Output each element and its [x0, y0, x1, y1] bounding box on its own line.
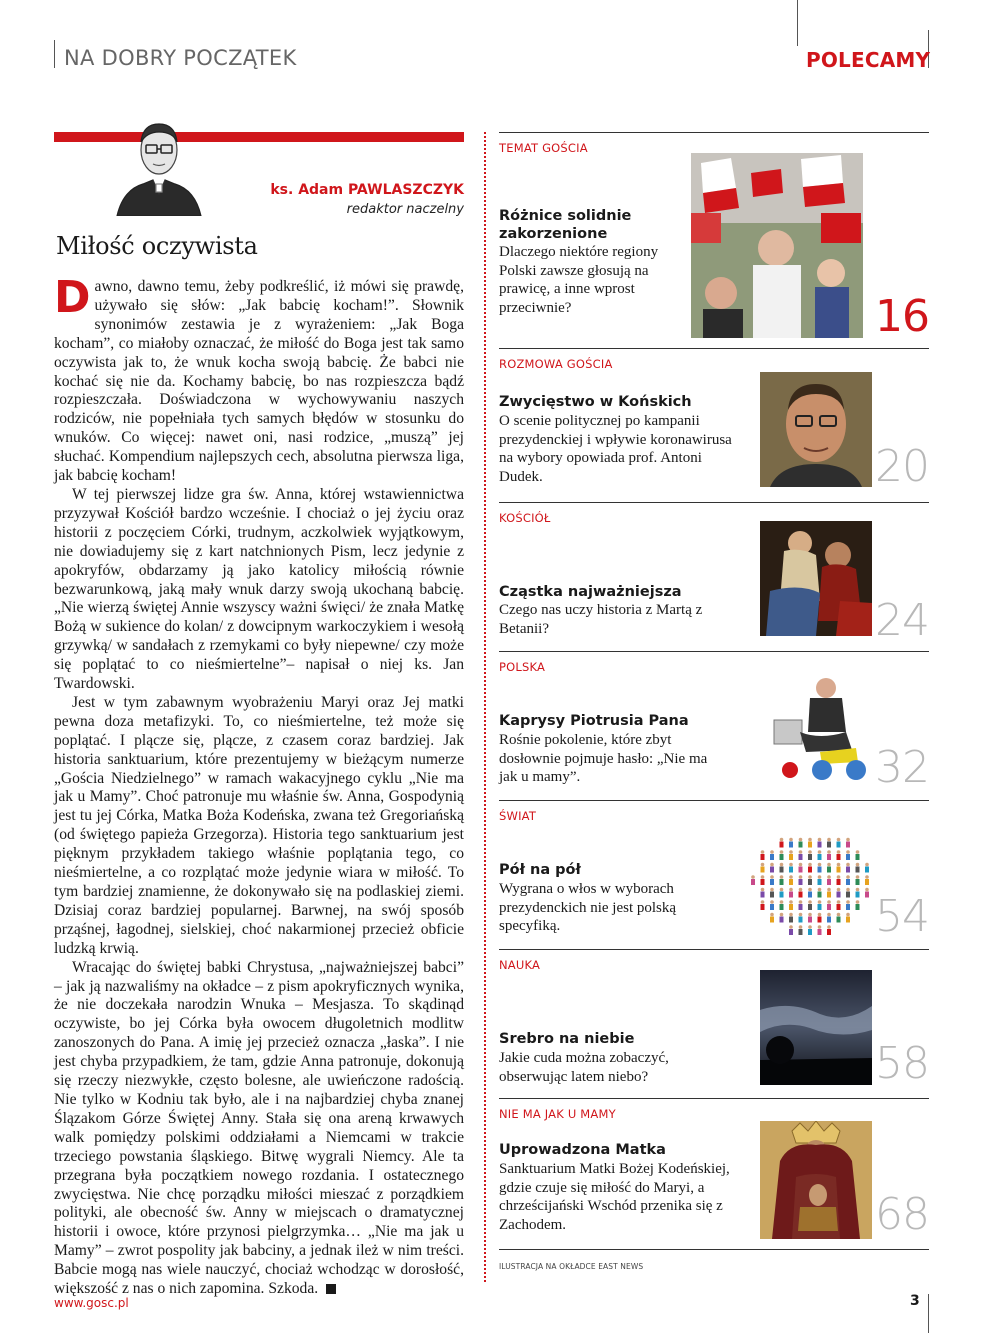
crowd-figure — [761, 888, 765, 898]
crowd-figure — [827, 900, 831, 910]
crowd-figure — [846, 900, 850, 910]
recommendation-item[interactable] — [499, 949, 929, 1097]
recommendation-label: ROZMOWA GOŚCIA — [499, 357, 613, 371]
page-number: 16 — [875, 291, 929, 342]
page-number-footer: 3 — [910, 1293, 920, 1309]
crowd-figure — [808, 863, 812, 873]
recommendation-item[interactable] — [499, 132, 929, 347]
crowd-figure — [780, 900, 784, 910]
crowd-figure — [837, 913, 841, 923]
crowd-figure — [846, 863, 850, 873]
section-title-right: POLECAMY — [806, 48, 931, 72]
crowd-figure — [780, 863, 784, 873]
recommendation-title[interactable]: Kaprysy Piotrusia Pana — [499, 713, 689, 729]
crowd-figure — [780, 875, 784, 885]
crowd-figure — [837, 838, 841, 848]
recommendation-desc: Jakie cuda można zobaczyć, obserwując latem niebo? — [499, 1050, 669, 1085]
crowd-figure — [856, 863, 860, 873]
crowd-figure — [770, 888, 774, 898]
crowd-figure — [770, 863, 774, 873]
author-role: redaktor naczelny — [346, 202, 464, 217]
crowd-figure — [789, 925, 793, 935]
recommendation-title[interactable]: Cząstka najważniejsza — [499, 584, 682, 600]
crowd-figure — [770, 875, 774, 885]
crowd-figure — [808, 900, 812, 910]
recommendation-title[interactable]: Zwycięstwo w Końskich — [499, 394, 692, 410]
column-divider — [484, 132, 486, 1282]
recommendation-item[interactable] — [499, 1098, 929, 1248]
recommendation-title[interactable]: Różnice solidnie zakorzenione — [499, 208, 632, 242]
recommendation-item[interactable] — [499, 502, 929, 650]
page-number: 32 — [875, 742, 929, 793]
recommendation-label: KOŚCIÓŁ — [499, 511, 551, 525]
crowd-figure — [799, 863, 803, 873]
crowd-figure — [761, 875, 765, 885]
recommendation-label: TEMAT GOŚCIA — [499, 141, 588, 155]
crowd-figure — [837, 888, 841, 898]
painting — [760, 521, 872, 636]
crowd-figure — [846, 838, 850, 848]
crowd-figure — [818, 913, 822, 923]
crowd-figure — [856, 888, 860, 898]
crowd-figure — [818, 925, 822, 935]
crowd-figure — [770, 913, 774, 923]
recommendation-item[interactable] — [499, 651, 929, 799]
recommendation-desc: Sanktuarium Matki Bożej Kodeńskiej, gdzie czuje się miłość do Maryi, a chrześcijański Wschód przenika się z Zachodem. — [499, 1161, 730, 1233]
crowd-figure — [789, 875, 793, 885]
article-body — [54, 272, 464, 1299]
crowd-figure — [827, 863, 831, 873]
crowd-figure — [818, 863, 822, 873]
recommendation-title[interactable]: Uprowadzona Matka — [499, 1142, 666, 1158]
page-number: 58 — [875, 1038, 929, 1089]
page-number: 20 — [875, 441, 929, 492]
author-name: ks. Adam PAWLASZCZYK — [270, 182, 464, 198]
crowd-figure — [846, 888, 850, 898]
crowd-figure — [770, 900, 774, 910]
end-mark — [326, 1284, 336, 1294]
crowd-figure — [846, 913, 850, 923]
crowd-figure — [818, 850, 822, 860]
crowd-figure — [751, 875, 755, 885]
recommendation-desc: O scenie politycznej po kampanii prezydenckiej i wpływie koronawirusa na wybory opowiada prof. Antoni Dudek. — [499, 413, 732, 485]
crowd-figure — [789, 850, 793, 860]
recommendation-label: NAUKA — [499, 958, 541, 972]
crowd-figure — [865, 863, 869, 873]
crowd-figure — [799, 838, 803, 848]
recommendation-label: ŚWIAT — [499, 809, 537, 823]
crowd-figure — [780, 850, 784, 860]
crowd-figure — [846, 875, 850, 885]
crowd-figure — [761, 900, 765, 910]
crowd-figure — [837, 875, 841, 885]
article-paragraph-text: Wracając do świętej babki Chrystusa, „najważniejszej babci” – jak ją nazwaliśmy na okładce – z pism apokryficznych wynika, że nie doczekała narodzin Wnuka – Mesjasza. To skądinąd oczywiste, bo jej Córka była owocem długoletnich modlitw zanoszonych do Pana. A imię jej przecież oznacza „łaska”. I nie jest chyba przypadkiem, że tam, gdzie Anna patronuje, dokonują się rzeczy niezwykłe, często bolesne, ale uwieńczone radością. Nie tylko w Kodniu tak było, ale i na najbardziej chyba znanej Ślązakom Górze Świętej Anny. Stała się ona areną krwawych walk pomiędzy polskimi oddziałami a Niemcami w trakcie trzeciego powstania śląskiego. Bitwę wygrali Niemcy. Ale ta przegrana była początkiem nowego rozdania. I ostatecznego zwycięstwa. Nie chcę porządku miłości mieszać z porządkiem polityki, ale obecność św. Anny w miejscach o dramatycznej historii i owoce, które przynosi pielgrzymka… „Nie ma jak u Mamy” – zwrot pospolity jak babciny, a jednak ileż w nim treści. Babcie mogą nas wiele nauczyć, chociaż wchodząc w dorosłość, większość z nas o nich zapomina. Szkoda. — [54, 958, 464, 1298]
man-on-tricycle — [760, 670, 872, 785]
recommendation-label: POLSKA — [499, 660, 546, 674]
article-paragraph-text: awno, dawno temu, żeby podkreślić, iż mówi się prawdę, używało się słów: „Jak babcię kocham!”. Słownik synonimów zestawia je z wyrażeniem: „Jak Boga kocham”, co miałoby oznaczać, że miłość do Boga jest tak samo oczywista jak to, że wnuk kocha swoją babcię. Że babci nie kochać się nie da. Kochamy babcię, bo nas rozpieszcza bądź rozpieszczała. Doświadczona w wychowywaniu naszych rodziców, nie popełniała tych samych błędów w stosunku do wnuków. Co więcej: nawet oni, nasi rodzice, „muszą” jej słuchać. Kompendium najlepszych cech, absolutna pierwsza liga, jak babcię kocham! — [54, 278, 464, 485]
recommendation-label: NIE MA JAK U MAMY — [499, 1107, 616, 1121]
recommendation-desc: Czego nas uczy historia z Martą z Betanii? — [499, 602, 703, 637]
article-paragraph — [54, 272, 464, 486]
recommendation-item[interactable] — [499, 800, 929, 948]
crowd-figure — [789, 838, 793, 848]
page-number: 24 — [875, 595, 929, 646]
cover-credit: ILUSTRACJA NA OKŁADCE EAST NEWS — [499, 1262, 644, 1271]
crowd-figure — [789, 888, 793, 898]
article-paragraph — [54, 959, 464, 1299]
article-paragraph: Jest w tym zabawnym wyobrażeniu Maryi oraz Jej matki pewna doza metafizyki. To, co nieśmiertelne, też może się poplątać. I plącze się, plącze, z czasem coraz bardziej. Jak historia sanktuarium, które prezentujemy w bieżącym numerze „Gościa Niedzielnego” w ramach wakacyjnego cyklu „Nie ma jak u Mamy”. Choć patronuje mu właśnie św. Anna, Gospodynią jest tu jej Córka, Matka Boża Kodeńska, zwana też Gregoriańską (od świętego papieża Grzegorza). Historia tego sanktuarium jest pięknym przykładem takiego właśnie poplątania tego, co nieśmiertelne, a co rozplątać może jedynie wiara w miłość. To tym bardziej znamienne, że dokonywało się na podlaskiej ziemi. Dzisiaj coraz bardziej popularnej. Barwnej, na swój sposób prząśnej, łagodnej, sielskiej, choć nakarmionej przecież obficie ludzką krwią. — [54, 693, 464, 957]
recommendation-item[interactable] — [499, 348, 929, 501]
article-paragraph: W tej pierwszej lidze gra św. Anna, której wstawiennictwa przyzywał Kościół bardzo wcześnie. I chociaż o jej życiu oraz historii z poczęciem Córki, trudnym, aczkolwiek wyjątkowym, nie dowiadujemy się z kart natchnionych Pism, lecz jedynie z apokryfów, obdarzamy ją jako katolicy miłością równie bezwarunkową, jaką mały wnuk darzy swoją ukochaną babcię. „Nie wierzą świętej Annie wszyscy ważni święci/ że znała Matkę Bożą w sukience do kolan/ z dowcipnym warkoczykiem i wesołą grzywką/ w sandałach z rzemykami co były niepewne/ czy może się poplątać to co nieśmiertelne”– napisał o niej ks. Jan Twardowski. — [54, 485, 464, 693]
crowd-figure — [799, 888, 803, 898]
crowd-figure — [799, 900, 803, 910]
crowd-figure — [827, 913, 831, 923]
crowd-figure — [799, 875, 803, 885]
section-title-left: NA DOBRY POCZĄTEK — [64, 46, 297, 70]
article-title: Miłość oczywista — [56, 232, 258, 260]
crowd-figure — [761, 850, 765, 860]
crowd-figure — [818, 900, 822, 910]
crowd-figure — [837, 900, 841, 910]
rally-photo — [691, 153, 863, 338]
crowd-figure — [789, 863, 793, 873]
footer-rule — [928, 1294, 929, 1333]
author-photo — [103, 112, 215, 216]
header-right-rule-top — [797, 0, 798, 46]
page-number: 54 — [875, 891, 929, 942]
crowd-figure — [827, 850, 831, 860]
crowd-figure — [808, 838, 812, 848]
crowd-figure — [799, 850, 803, 860]
crowd-figure — [808, 875, 812, 885]
crowd-figure — [799, 925, 803, 935]
night-sky — [760, 970, 872, 1085]
crowd-figure — [827, 875, 831, 885]
page-number: 68 — [875, 1189, 929, 1240]
crowd-figure — [808, 888, 812, 898]
recommendation-title[interactable]: Srebro na niebie — [499, 1031, 635, 1047]
recommendation-title[interactable]: Pół na pół — [499, 862, 581, 878]
crowd-figure — [818, 838, 822, 848]
site-url-link[interactable]: www.gosc.pl — [54, 1296, 129, 1310]
crowd-figure — [780, 913, 784, 923]
crowd-figure — [837, 850, 841, 860]
crowd-figure — [865, 875, 869, 885]
crowd-figure — [789, 900, 793, 910]
portrait-photo — [760, 372, 872, 487]
crowd-figure — [808, 850, 812, 860]
crowd-figure — [837, 863, 841, 873]
recommendation-desc: Dlaczego niektóre regiony Polski zawsze głosują na prawicę, a inne wprost przeciwnie? — [499, 244, 659, 316]
crowd-yin-yang — [747, 819, 877, 939]
crowd-figure — [761, 863, 765, 873]
icon-madonna — [760, 1121, 872, 1239]
crowd-figure — [856, 875, 860, 885]
crowd-figure — [856, 900, 860, 910]
crowd-figure — [780, 888, 784, 898]
crowd-figure — [865, 888, 869, 898]
recommendation-desc: Wygrana o włos w wyborach prezydenckich nie jest polską specyfiką. — [499, 881, 677, 935]
crowd-figure — [846, 850, 850, 860]
crowd-figure — [827, 888, 831, 898]
crowd-figure — [827, 925, 831, 935]
crowd-figure — [789, 913, 793, 923]
crowd-figure — [770, 850, 774, 860]
crowd-figure — [780, 838, 784, 848]
section-bottom-rule — [499, 1249, 929, 1250]
crowd-figure — [808, 913, 812, 923]
crowd-figure — [808, 925, 812, 935]
crowd-figure — [856, 850, 860, 860]
header-left-rule — [54, 40, 55, 68]
crowd-figure — [818, 875, 822, 885]
crowd-figure — [818, 888, 822, 898]
recommendation-desc: Rośnie pokolenie, które zbyt dosłownie pojmuje hasło: „Nie ma jak u mamy”. — [499, 732, 708, 786]
crowd-figure — [799, 913, 803, 923]
crowd-figure — [827, 838, 831, 848]
dropcap: D — [54, 272, 91, 323]
